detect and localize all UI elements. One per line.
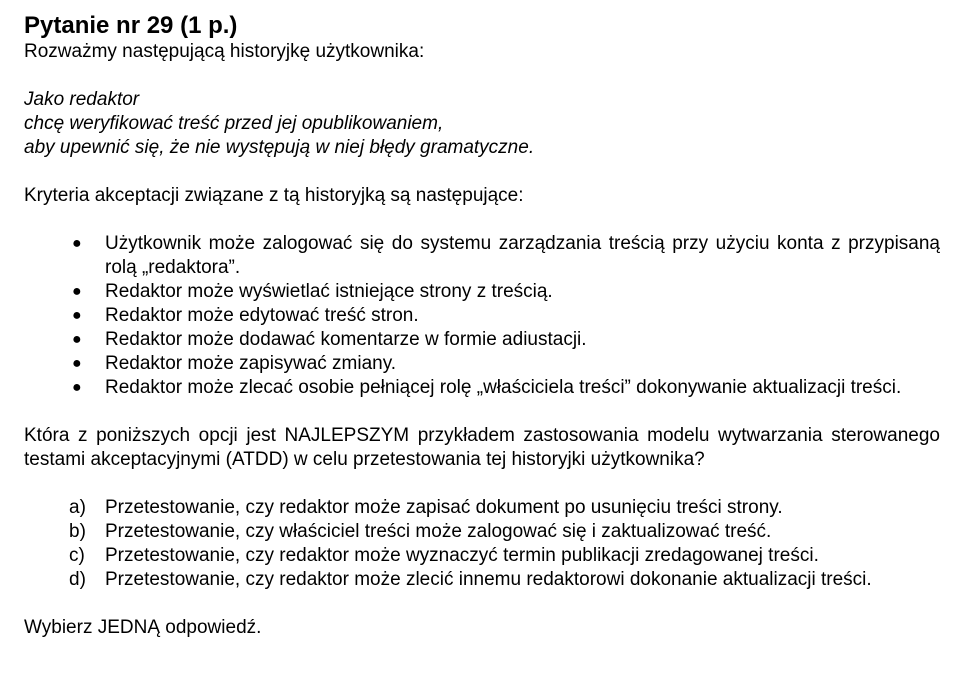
answer-option-a[interactable] xyxy=(24,496,940,520)
option-letter: d) xyxy=(69,569,86,590)
bullet-icon: ● xyxy=(72,331,82,348)
bullet-icon: ● xyxy=(72,379,82,396)
answer-option-d[interactable] xyxy=(24,568,940,592)
option-text: Przetestowanie, czy redaktor może wyznaczyć termin publikacji zredagowanej treści. xyxy=(105,545,819,566)
criteria-intro: Kryteria akceptacji związane z tą historyjką są następujące: xyxy=(24,185,524,206)
option-letter: b) xyxy=(69,521,86,542)
criteria-item xyxy=(24,280,940,304)
option-text: Przetestowanie, czy redaktor może zlecić innemu redaktorowi dokonanie aktualizacji treści. xyxy=(105,569,872,590)
criteria-item xyxy=(24,352,940,376)
user-story xyxy=(24,88,940,160)
criteria-text: Redaktor może zapisywać zmiany. xyxy=(105,353,397,374)
answer-options xyxy=(24,496,940,592)
answer-option-c[interactable] xyxy=(24,544,940,568)
instruction-text: Wybierz JEDNĄ odpowiedź. xyxy=(24,617,262,638)
story-line: Jako redaktor xyxy=(24,89,140,110)
intro-text: Rozważmy następującą historyjkę użytkownika: xyxy=(24,41,425,62)
criteria-text: Redaktor może wyświetlać istniejące strony z treścią. xyxy=(105,281,553,302)
bullet-icon: ● xyxy=(72,355,82,372)
criteria-item xyxy=(24,304,940,328)
criteria-item xyxy=(24,328,940,352)
option-letter: c) xyxy=(69,545,85,566)
criteria-item xyxy=(24,376,940,400)
bullet-icon: ● xyxy=(72,283,82,300)
story-line: chcę weryfikować treść przed jej opublikowaniem, xyxy=(24,113,444,134)
acceptance-criteria-list xyxy=(24,232,940,400)
question-page xyxy=(24,12,940,640)
answer-option-b[interactable] xyxy=(24,520,940,544)
option-text: Przetestowanie, czy właściciel treści może zalogować się i zaktualizować treść. xyxy=(105,521,772,542)
criteria-item xyxy=(24,232,940,280)
story-line: aby upewnić się, że nie występują w niej błędy gramatyczne. xyxy=(24,137,535,158)
bullet-icon: ● xyxy=(72,307,82,324)
criteria-text: Redaktor może zlecać osobie pełniącej rolę „właściciela treści” dokonywanie aktualizacji treści. xyxy=(105,377,902,398)
criteria-text: Użytkownik może zalogować się do systemu zarządzania treścią przy użyciu konta z przypisaną rolą „redaktora”. xyxy=(105,233,940,278)
option-text: Przetestowanie, czy redaktor może zapisać dokument po usunięciu treści strony. xyxy=(105,497,783,518)
question-text: Która z poniższych opcji jest NAJLEPSZYM przykładem zastosowania modelu wytwarzania sterowanego testami akceptacyjnymi (ATDD) w celu przetestowania tej historyjki użytkownika? xyxy=(24,425,940,470)
question-title: Pytanie nr 29 (1 p.) xyxy=(24,12,238,39)
bullet-icon: ● xyxy=(72,235,82,252)
criteria-text: Redaktor może edytować treść stron. xyxy=(105,305,419,326)
option-letter: a) xyxy=(69,497,86,518)
criteria-text: Redaktor może dodawać komentarze w formie adiustacji. xyxy=(105,329,587,350)
